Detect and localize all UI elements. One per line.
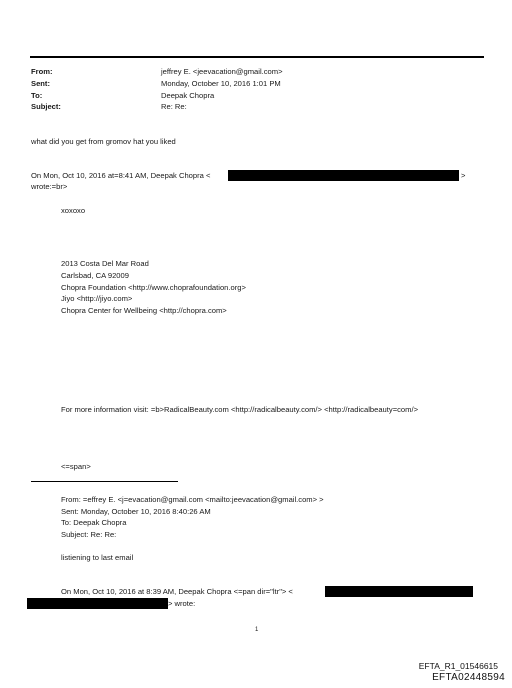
- to-label: To:: [31, 91, 43, 100]
- sent-label: Sent:: [31, 79, 50, 88]
- quote2-line2: > wrote:: [168, 599, 196, 608]
- address-line-foundation: Chopra Foundation <http://www.choprafoundation.org>: [61, 283, 246, 292]
- subject-label: Subject:: [31, 102, 61, 111]
- from-label: From:: [31, 67, 53, 76]
- span-tag-text: <=span>: [61, 462, 91, 471]
- from-value: jeffrey E. <jeevacation@gmail.com>: [161, 67, 283, 76]
- fwd-from-line: From: =effrey E. <j=evacation@gmail.com <mailto:jeevacation@gmail.com> >: [61, 495, 324, 504]
- redaction-box: [325, 586, 473, 597]
- bates-number-primary: EFTA_R1_01546615: [418, 661, 498, 671]
- message-text: what did you get from gromov hat you liked: [31, 137, 176, 146]
- redaction-box: [228, 170, 459, 181]
- header-top-rule: [30, 56, 484, 58]
- subject-value: Re: Re:: [161, 102, 187, 111]
- more-info-text: For more information visit: =b>RadicalBeauty.com <http://radicalbeauty.com/> <http://radicalbeauty=com/>: [61, 405, 419, 414]
- address-line-street: 2013 Costa Del Mar Road: [61, 259, 149, 268]
- page-number: 1: [255, 627, 259, 633]
- address-line-city: Carlsbad, CA 92009: [61, 271, 129, 280]
- quote1-line2: wrote:=br>: [31, 182, 68, 191]
- quote1-line1: On Mon, Oct 10, 2016 at=8:41 AM, Deepak Chopra <: [31, 171, 211, 180]
- fwd-to-line: To: Deepak Chopra: [61, 518, 127, 527]
- quote1-line1-end: >: [461, 171, 466, 180]
- fwd-subject-line: Subject: Re: Re:: [61, 530, 117, 539]
- quote2-line1: On Mon, Oct 10, 2016 at 8:39 AM, Deepak Chopra <=pan dir="ltr"> <: [61, 587, 293, 596]
- sent-value: Monday, October 10, 2016 1:01 PM: [161, 79, 281, 88]
- address-line-jiyo: Jiyo <http://jiyo.com>: [61, 294, 133, 303]
- bates-number-secondary: EFTA02448594: [432, 672, 505, 683]
- signoff-text: xoxoxo: [61, 206, 86, 215]
- address-line-center: Chopra Center for Wellbeing <http://chopra.com>: [61, 306, 227, 315]
- to-value: Deepak Chopra: [161, 91, 215, 100]
- fwd-sent-line: Sent: Monday, October 10, 2016 8:40:26 AM: [61, 507, 211, 516]
- listening-text: listiening to last email: [61, 553, 134, 562]
- forward-separator-rule: [31, 481, 178, 482]
- redaction-box: [27, 598, 168, 609]
